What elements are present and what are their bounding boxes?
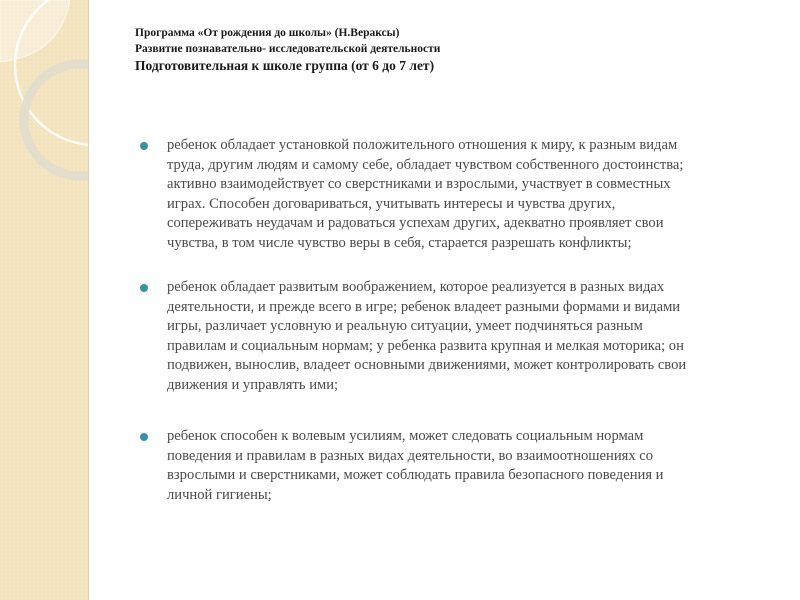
bullet-item — [167, 136, 683, 254]
decorative-circles — [0, 0, 88, 600]
bullet-text-line: деятельности, и прежде всего в игре; ребенок владеет разными формами и видами — [167, 298, 681, 315]
bullet-text-line: труда, другим людям и самому себе, обладает чувством собственного достоинства; — [167, 156, 684, 173]
bullet-text-line: поведения и правилам в разных видах деятельности, во взаимоотношениях со — [167, 447, 654, 464]
bullet-text-line: движения и управлять ими; — [167, 376, 339, 393]
bullet-text-line: активно взаимодействует со сверстниками и взрослыми, участвует в совместных — [167, 176, 671, 193]
bullet-dot-icon — [140, 142, 148, 150]
bullet-text-line: сопереживать неудачам и радоваться успехам других, адекватно проявляет свои — [167, 215, 664, 232]
program-title: Программа «От рождения до школы» (Н.Вераксы) — [135, 27, 400, 39]
section-title: Развитие познавательно- исследовательской деятельности — [135, 43, 441, 55]
bullet-item — [167, 427, 664, 505]
bullet-text-line: подвижен, вынослив, владеет основными движениями, может контролировать свои — [167, 357, 687, 374]
group-title: Подготовительная к школе группа (от 6 до 7 лет) — [135, 58, 435, 73]
bullet-text-line: ребенок обладает развитым воображением, которое реализуется в разных видах — [167, 279, 665, 295]
bullet-text-line: правилам и социальным нормам; у ребенка развита крупная и мелкая моторика; он — [167, 337, 684, 354]
bullet-item — [167, 278, 686, 396]
decorative-side-panel — [0, 0, 89, 600]
bullet-text-line: ребенок способен к волевым усилиям, может следовать социальным нормам — [167, 428, 644, 444]
slide-title — [135, 25, 440, 75]
bullet-text-line: чувства, в том числе чувство веры в себя, старается разрешать конфликты; — [167, 234, 632, 251]
bullet-dot-icon — [140, 433, 148, 441]
bullet-text-line: взрослыми и сверстниками, может соблюдать правила безопасного поведения и — [167, 467, 664, 484]
bullet-text-line: играх. Способен договариваться, учитывать интересы и чувства других, — [167, 195, 616, 212]
bullet-text-line: игры, различает условную и реальную ситуации, умеет подчиняться разным — [167, 318, 643, 335]
bullet-text-line: личной гигиены; — [167, 486, 272, 503]
bullet-dot-icon — [140, 284, 148, 292]
bullet-text-line: ребенок обладает установкой положительного отношения к миру, к разным видам — [167, 137, 678, 153]
